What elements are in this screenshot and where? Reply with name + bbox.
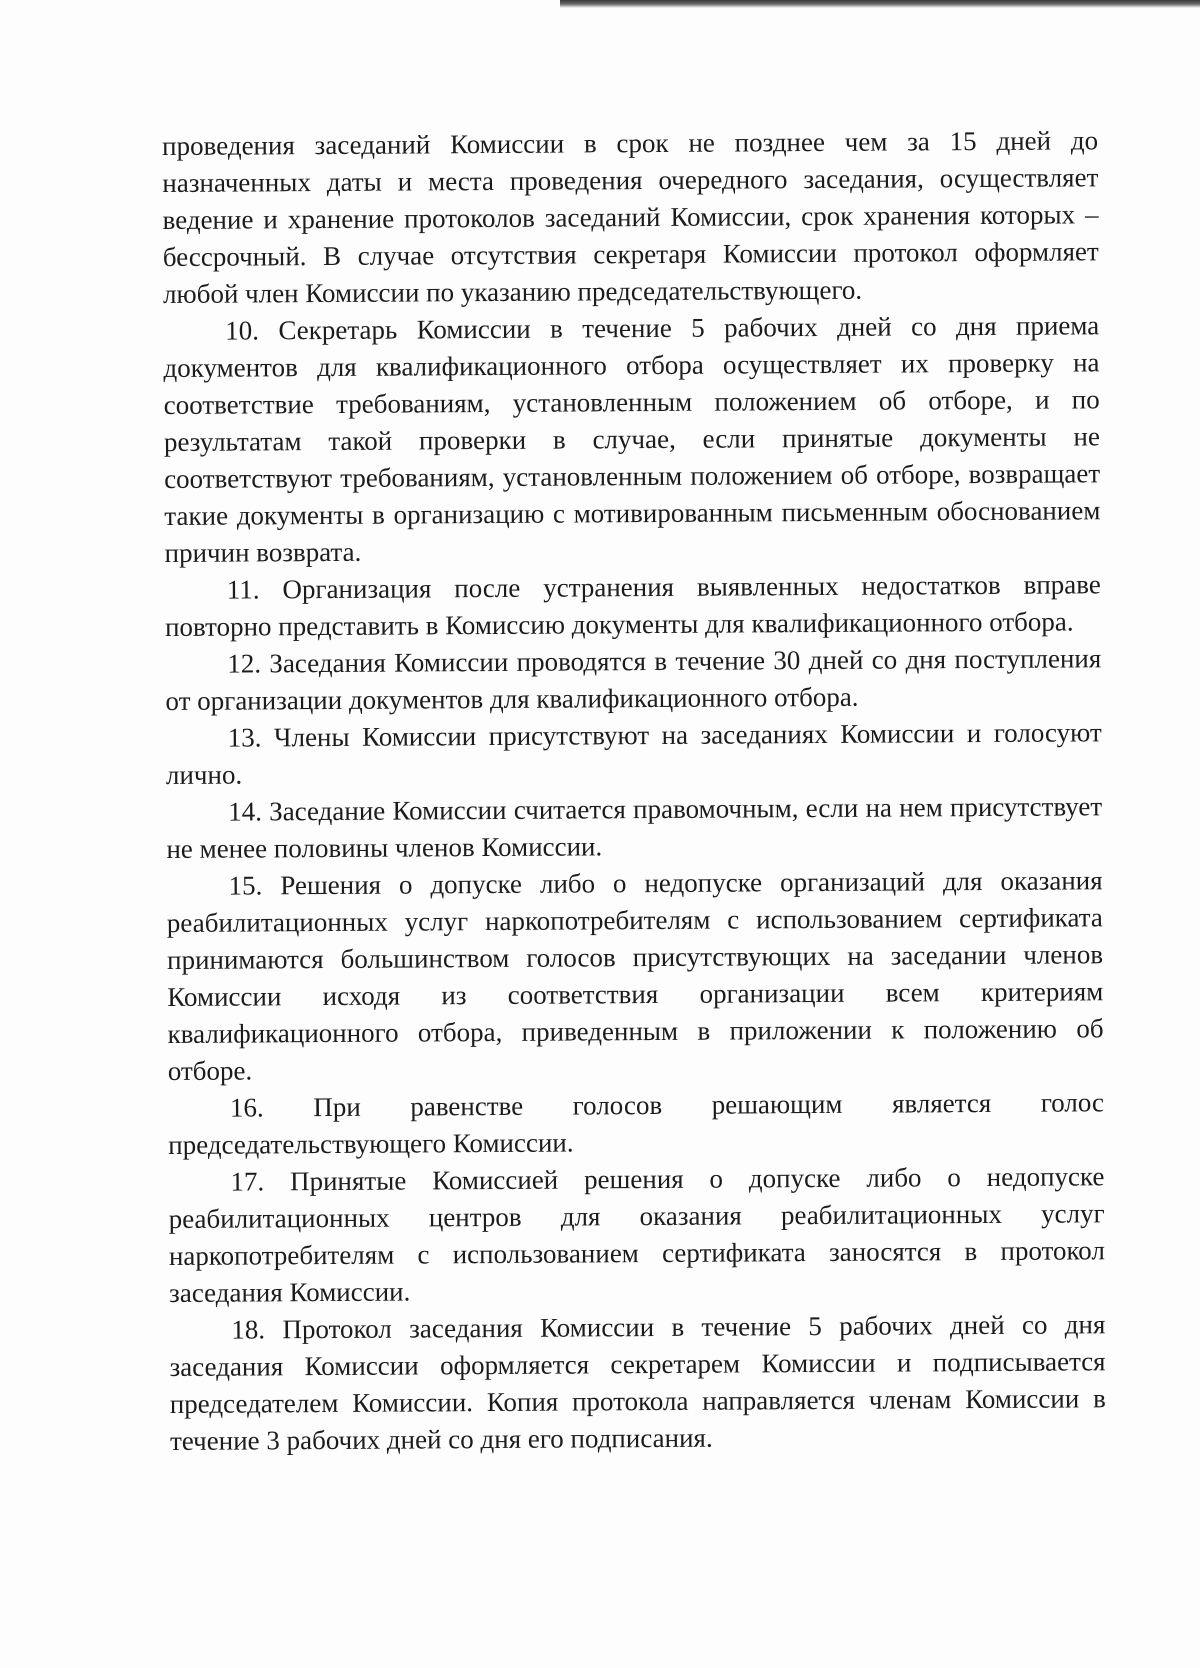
paragraph-15: 15. Решения о допуске либо о недопуске организаций для оказания реабилитационных услуг наркопотребителям с использованием сертификата принимаются большинством голосов присутствующих на заседании членов Комиссии исходя из соответствия организации всем критериям квалификационного отбора, приведенным в приложении к положению об отборе. <box>166 865 1104 1086</box>
document-body <box>162 122 1106 1460</box>
paragraph-16: 16. При равенстве голосов решающим является голос председательствующего Комиссии. <box>168 1087 1105 1160</box>
paragraph-continuation: проведения заседаний Комиссии в срок не позднее чем за 15 дней до назначенных даты и места проведения очередного заседания, осуществляет ведение и хранение протоколов заседаний Комиссии, срок хранения которых – бессрочный. В случае отсутствия секретаря Комиссии протокол оформляет любой член Комиссии по указанию председательствующего. <box>162 125 1099 309</box>
paragraph-18: 18. Протокол заседания Комиссии в течение 5 рабочих дней со дня заседания Комиссии оформляется секретарем Комиссии и подписывается председателем Комиссии. Копия протокола направляется членам Комиссии в течение 3 рабочих дней со дня его подписания. <box>169 1309 1106 1456</box>
paragraph-10: 10. Секретарь Комиссии в течение 5 рабочих дней со дня приема документов для квалификационного отбора осуществляет их проверку на соответствие требованиям, установленным положением об отборе, и по результатам такой проверки в случае, если принятые документы не соответствуют требованиям, установленным положением об отборе, возвращает такие документы в организацию с мотивированным письменным обоснованием причин возврата. <box>163 310 1101 568</box>
paragraph-12: 12. Заседания Комиссии проводятся в течение 30 дней со дня поступления от организации документов для квалификационного отбора. <box>165 643 1102 716</box>
paragraph-11: 11. Организация после устранения выявленных недостатков вправе повторно представить в Комиссию документы для квалификационного отбора. <box>164 569 1101 642</box>
paragraph-14: 14. Заседание Комиссии считается правомочным, если на нем присутствует не менее половины членов Комиссии. <box>166 791 1103 864</box>
paragraph-17: 17. Принятые Комиссией решения о допуске либо о недопуске реабилитационных центров для оказания реабилитационных услуг наркопотребителям с использованием сертификата заносятся в протокол заседания Комиссии. <box>168 1161 1105 1308</box>
paragraph-13: 13. Члены Комиссии присутствуют на заседаниях Комиссии и голосуют лично. <box>165 717 1102 790</box>
scan-shadow-edge <box>560 0 1200 8</box>
